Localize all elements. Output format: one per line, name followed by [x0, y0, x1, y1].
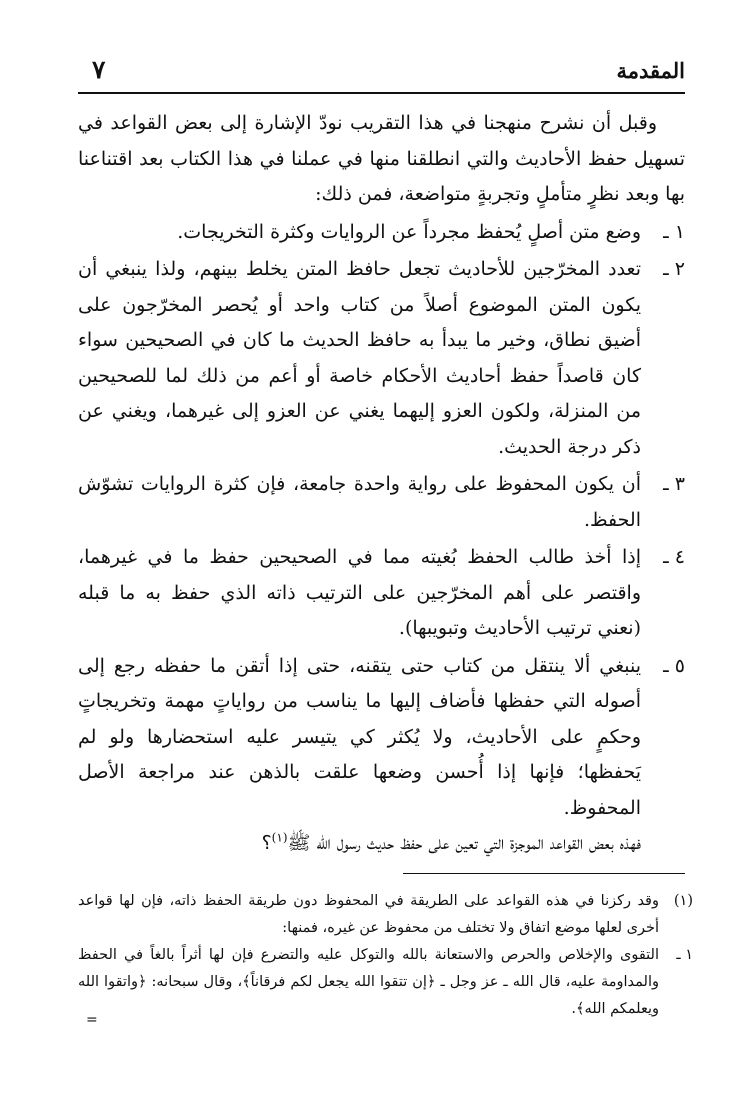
rule-item-2	[78, 252, 685, 465]
footnote-subitem-text: التقوى والإخلاص والحرص والاستعانة بالله والتوكل عليه والتضرع فإن لها أثراً بالغاً في الحفظ والمداومة عليه، قال الله ـ عز وجل ـ ﴿إن تتقوا الله يجعل لكم فرقاناً﴾، وقال سبحانه: ﴿واتقوا الله ويعلمكم الله﴾.	[78, 947, 659, 1017]
footnote-subitem-number: ١ ـ	[676, 947, 693, 963]
rule-text: ينبغي ألا ينتقل من كتاب حتى يتقنه، حتى إذا أتقن ما حفظه رجع إلى أصوله التي حفظها فأضاف إليها ما يناسب من رواياتٍ مهمة وتخريجاتٍ وحكمٍ على الأحاديث، ولا يُكثر كي يتيسر عليه استحضارها ولو لم يَحفظها؛ فإنها إذا أُحسن وضعها علقت بالذهن عند مراجعة الأصل المحفوظ.	[78, 654, 641, 819]
rule-number: ٤ ـ	[663, 546, 685, 568]
closing-text: فهذه بعض القواعد الموجزة التي تعين على حفظ حديث رسول الله ﷺ	[287, 832, 641, 854]
rule-number: ١ ـ	[663, 220, 685, 243]
rule-text: تعدد المخرّجين للأحاديث تجعل حافظ المتن يخلط بينهم، ولذا ينبغي أن يكون المتن الموضوع أصلاً من كتاب واحد أو يُحصر المخرّجون على أضيق نطاق، وخير ما يبدأ به حافظ الحديث ما كان في الصحيحين سواء كان قاصداً حفظ أحاديث الأحكام خاصة أو أعم من ذلك لما للصحيحين من المنزلة، ولكون العزو إليهما يغني عن العزو إلى غيرهما، ويغني عن ذكر درجة الحديث.	[78, 258, 641, 458]
footnotes	[78, 888, 693, 1023]
footnote-number: (١)	[673, 893, 693, 909]
rule-number: ٣ ـ	[663, 473, 685, 495]
rule-item-3	[78, 467, 685, 538]
intro-paragraph: وقبل أن نشرح منهجنا في هذا التقريب نودّ الإشارة إلى بعض القواعد في تسهيل حفظ الأحاديث والتي انطلقنا منها في عملنا في هذا الكتاب بعد اقتناعنا بها وبعد نظرٍ متأملٍ وتجربةٍ متواضعة، فمن ذلك:	[78, 112, 685, 205]
rule-item-5	[78, 649, 685, 827]
closing-punctuation: ؟	[261, 832, 272, 854]
footnote-reference[interactable]: (١)	[271, 830, 288, 845]
continuation-mark: =	[86, 1012, 98, 1028]
rule-item-4	[78, 540, 685, 647]
rule-text: وضع متن أصلٍ يُحفظ مجرداً عن الروايات وكثرة التخريجات.	[177, 220, 641, 243]
rule-text: إذا أخذ طالب الحفظ بُغيته مما في الصحيحين حفظ ما في غيرهما، واقتصر على أهم المخرّجين على الترتيب ذاته الذي حفظ به ما قبله (نعني ترتيب الأحاديث وتبويبها).	[78, 546, 641, 639]
main-text	[78, 106, 685, 862]
rule-item-1	[78, 215, 685, 251]
footnote-1	[78, 888, 693, 942]
header-rule	[78, 92, 685, 94]
rule-text: أن يكون المحفوظ على رواية واحدة جامعة، فإن كثرة الروايات تشوّش الحفظ.	[78, 473, 641, 531]
footnote-separator	[403, 873, 685, 874]
closing-sentence	[78, 826, 685, 862]
footnote-text: وقد ركزنا في هذه القواعد على الطريقة في المحفوظ دون طريقة الحفظ ذاته، فإن لها قواعد أخرى لعلها موضع اتفاق ولا تختلف من محفوظ عن غيره، فمنها:	[78, 893, 659, 936]
rule-number: ٢ ـ	[663, 258, 685, 280]
page-number: ٧	[92, 55, 106, 84]
footnote-subitem-1	[78, 942, 693, 1023]
rule-number: ٥ ـ	[663, 654, 685, 677]
running-header-title: المقدمة	[616, 58, 685, 83]
